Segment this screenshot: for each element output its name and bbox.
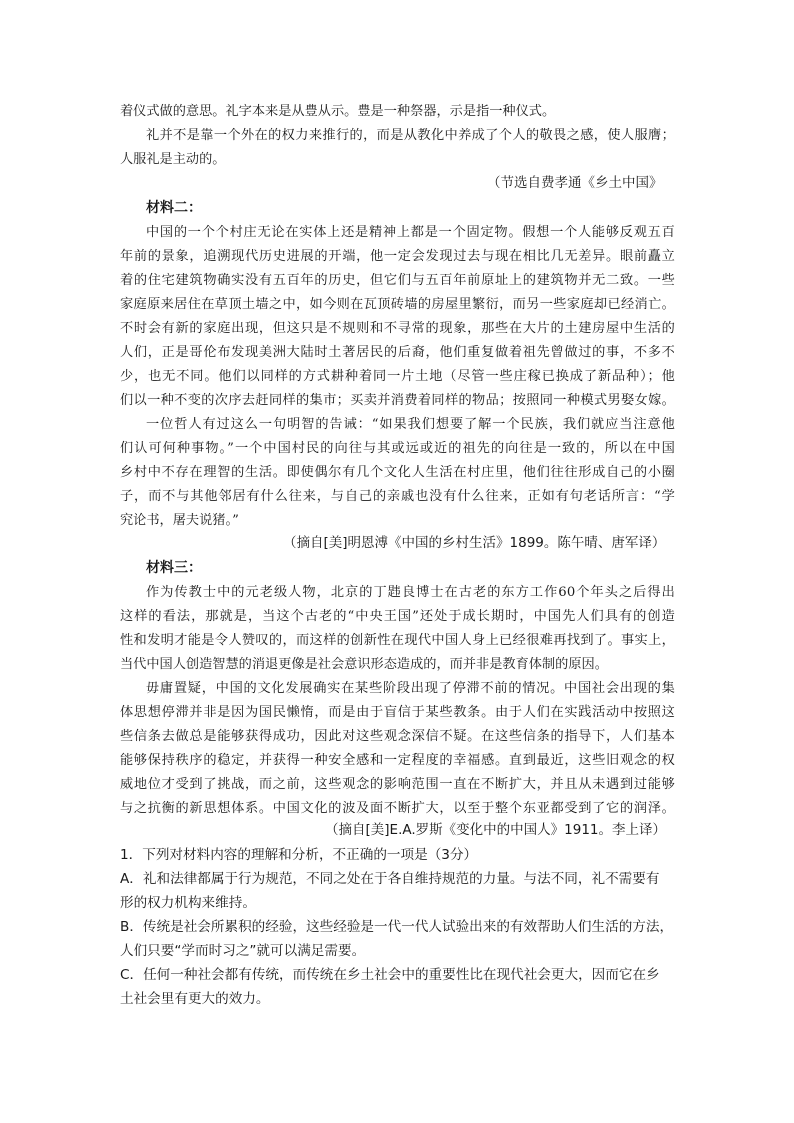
- material2-line: 一位哲人有过这么一句明智的告诫：“如果我们想要了解一个民族，我们就应当注意他: [146, 417, 675, 432]
- material1-line-2: 礼并不是靠一个外在的权力来推行的，而是从教化中养成了个人的敬畏之感，使人服膺；: [146, 128, 675, 143]
- material3-line: 些信条去做总是能够获得成功，因此对这些观念深信不疑。在这些信条的指导下，人们基本: [120, 729, 675, 744]
- material2-line: 们以一种不变的次序去赶同样的集市；买卖并消费着同样的物品；按照同一种模式男娶女嫁。: [120, 393, 675, 408]
- material3-line: 体思想停滞并非是因为国民懒惰，而是由于盲信于某些教条。由于人们在实践活动中按照这: [120, 705, 675, 720]
- material3-line: 威地位才受到了挑战，而之前，这些观念的影响范围一直在不断扩大，并且从未遇到过能够: [120, 777, 675, 792]
- material3-source: （摘自[美]E.A.罗斯《变化中的中国人》1911。李上译）: [325, 822, 666, 838]
- material2-line: 子，而不与其他邻居有什么往来，与自己的亲戚也没有什么往来，正如有句老话所言：“学: [120, 489, 675, 504]
- material2-line: 人们，正是哥伦布发现美洲大陆时土著居民的后裔，他们重复做着祖先曾做过的事，不多不: [120, 345, 675, 360]
- question-stem: 1．下列对材料内容的理解和分析，不正确的一项是（3分）: [120, 847, 478, 863]
- material1-source: （节选自费孝通《乡土中国》: [487, 175, 663, 191]
- material2-line: 乡村中不存在理智的生活。即使偶尔有几个文化人生活在村庄里，他们往往形成自己的小圈: [120, 465, 675, 480]
- material1-line-3: 人服礼是主动的。: [120, 152, 226, 167]
- material1-line-1: 着仪式做的意思。礼字本来是从豊从示。豊是一种祭器，示是指一种仪式。: [120, 104, 556, 119]
- material2-line: 少，也无不同。他们以同样的方式耕种着同一片土地（尽管一些庄稼已换成了新品种）；他: [120, 369, 675, 384]
- option-c-line-1: C．任何一种社会都有传统，而传统在乡土社会中的重要性比在现代社会更大，因而它在乡: [120, 967, 660, 983]
- material2-line: 不时会有新的家庭出现，但这只是不规则和不寻常的现象，那些在大片的土建房屋中生活的: [120, 321, 675, 336]
- option-b-line-1: B．传统是社会所累积的经验，这些经验是一代一代人试验出来的有效帮助人们生活的方法，: [120, 919, 674, 935]
- material2-line: 年前的景象，追溯现代历史进展的开端，他一定会发现过去与现在相比几无差异。眼前矗立: [120, 249, 675, 264]
- material3-line: 这样的看法，那就是，当这个古老的“中央王国”还处于成长期时，中国先人们具有的创造: [120, 609, 675, 624]
- material3-line: 毋庸置疑，中国的文化发展确实在某些阶段出现了停滞不前的情况。中国社会出现的集: [146, 681, 675, 696]
- material2-line: 家庭原来居住在草顶土墙之中，如今则在瓦顶砖墙的房屋里繁衍，而另一些家庭却已经消亡。: [120, 297, 675, 312]
- material2-line: 着的住宅建筑物确实没有五百年的历史，但它们与五百年前原址上的建筑物并无二致。一些: [120, 273, 675, 288]
- material3-line: 能够保持秩序的稳定，并获得一种安全感和一定程度的幸福感。直到最近，这些旧观念的权: [120, 753, 675, 768]
- material2-line: 们认可何种事物。”一个中国村民的向往与其或远或近的祖先的向往是一致的，所以在中国: [120, 441, 675, 456]
- option-b-line-2: 人们只要“学而时习之”就可以满足需要。: [120, 943, 366, 959]
- material2-line: 中国的一个个村庄无论在实体上还是精神上都是一个固定物。假想一个人能够反观五百: [146, 225, 675, 240]
- material3-line: 与之抗衡的新思想体系。中国文化的波及面不断扩大，以至于整个东亚都受到了它的润泽。: [120, 801, 675, 816]
- material2-heading: 材料二：: [146, 200, 202, 216]
- material3-heading: 材料三：: [146, 560, 202, 576]
- material3-line: 当代中国人创造智慧的消退更像是社会意识形态造成的，而并非是教育体制的原因。: [120, 657, 608, 672]
- material3-line: 作为传教士中的元老级人物，北京的丁韪良博士在古老的东方工作60个年头之后得出: [146, 585, 675, 600]
- material2-source: （摘自[美]明恩溥《中国的乡村生活》1899。陈午晴、唐军译）: [283, 535, 666, 551]
- option-a-line-1: A．礼和法律都属于行为规范，不同之处在于各自维持规范的力量。与法不同，礼不需要有: [120, 871, 660, 887]
- option-a-line-2: 形的权力机构来维持。: [120, 895, 256, 911]
- option-c-line-2: 土社会里有更大的效力。: [120, 991, 270, 1007]
- material3-line: 性和发明才能是令人赞叹的，而这样的创新性在现代中国人身上已经很难再找到了。事实上，: [120, 633, 675, 648]
- material2-line: 究论书，屠夫说猪。”: [120, 513, 239, 528]
